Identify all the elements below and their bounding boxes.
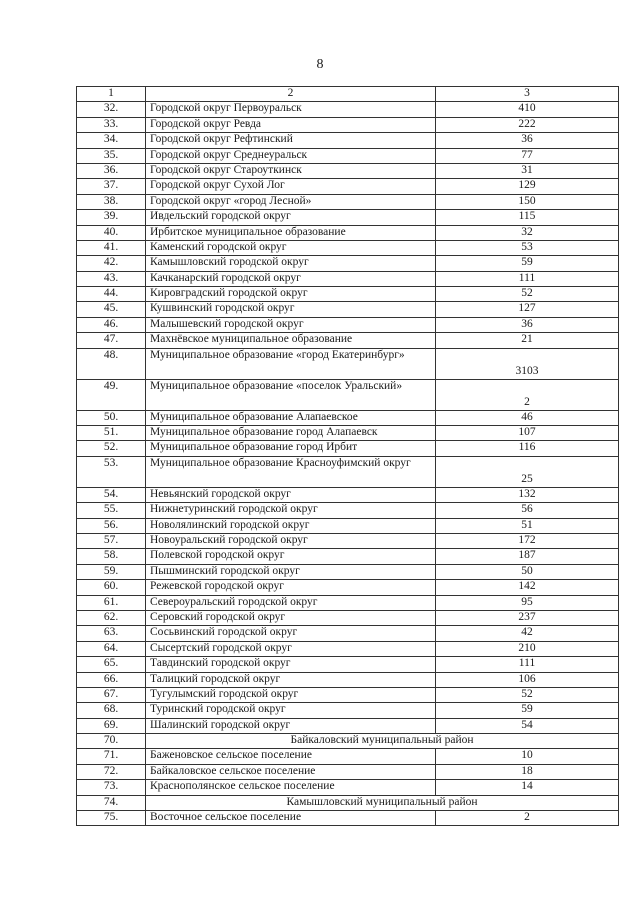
municipality-name: Режевской городской округ	[146, 580, 436, 595]
row-number: 69.	[77, 718, 146, 733]
quantity-value: 59	[436, 703, 619, 718]
table-row	[77, 641, 619, 656]
quantity-value: 172	[436, 533, 619, 548]
table-row	[77, 533, 619, 548]
quantity-value: 111	[436, 271, 619, 286]
row-number: 59.	[77, 564, 146, 579]
quantity-value: 50	[436, 564, 619, 579]
row-number: 51.	[77, 426, 146, 441]
row-number: 54.	[77, 487, 146, 502]
municipality-name: Нижнетуринский городской округ	[146, 503, 436, 518]
quantity-value: 142	[436, 580, 619, 595]
row-number: 38.	[77, 194, 146, 209]
municipality-name: Каменский городской округ	[146, 240, 436, 255]
data-table	[76, 86, 619, 826]
municipality-name: Байкаловское сельское поселение	[146, 764, 436, 779]
municipality-name: Качканарский городской округ	[146, 271, 436, 286]
table-row	[77, 441, 619, 456]
table-row	[77, 811, 619, 826]
municipality-name: Кушвинский городской округ	[146, 302, 436, 317]
row-number: 37.	[77, 179, 146, 194]
table-row	[77, 317, 619, 332]
row-number: 62.	[77, 610, 146, 625]
header-col-2: 2	[146, 87, 436, 102]
quantity-value: 210	[436, 641, 619, 656]
municipality-name: Сысертский городской округ	[146, 641, 436, 656]
table-row	[77, 102, 619, 117]
municipality-name: Городской округ Староуткинск	[146, 163, 436, 178]
municipality-name: Краснополянское сельское поселение	[146, 780, 436, 795]
table-row	[77, 780, 619, 795]
quantity-value: 150	[436, 194, 619, 209]
quantity-value: 2	[436, 811, 619, 826]
row-number: 40.	[77, 225, 146, 240]
municipality-name: Городской округ Ревда	[146, 117, 436, 132]
quantity-value: 111	[436, 657, 619, 672]
row-number: 71.	[77, 749, 146, 764]
quantity-value: 116	[436, 441, 619, 456]
table-row	[77, 256, 619, 271]
municipality-name: Ивдельский городской округ	[146, 210, 436, 225]
municipality-name: Муниципальное образование город Алапаевск	[146, 426, 436, 441]
row-number: 50.	[77, 410, 146, 425]
municipality-name: Шалинский городской округ	[146, 718, 436, 733]
quantity-value: 56	[436, 503, 619, 518]
section-row	[77, 734, 619, 749]
quantity-value: 129	[436, 179, 619, 194]
row-number: 47.	[77, 333, 146, 348]
row-number: 52.	[77, 441, 146, 456]
municipality-name: Талицкий городской округ	[146, 672, 436, 687]
municipality-name: Городской округ Рефтинский	[146, 133, 436, 148]
row-number: 34.	[77, 133, 146, 148]
row-number: 73.	[77, 780, 146, 795]
table-row	[77, 564, 619, 579]
quantity-value: 42	[436, 626, 619, 641]
quantity-value: 2	[436, 379, 619, 410]
table-row	[77, 456, 619, 487]
municipality-name: Кировградский городской округ	[146, 287, 436, 302]
row-number: 64.	[77, 641, 146, 656]
row-number: 72.	[77, 764, 146, 779]
row-number: 63.	[77, 626, 146, 641]
row-number: 33.	[77, 117, 146, 132]
quantity-value: 10	[436, 749, 619, 764]
quantity-value: 410	[436, 102, 619, 117]
municipality-name: Махнёвское муниципальное образование	[146, 333, 436, 348]
row-number: 57.	[77, 533, 146, 548]
quantity-value: 59	[436, 256, 619, 271]
quantity-value: 237	[436, 610, 619, 625]
table-row	[77, 333, 619, 348]
row-number: 68.	[77, 703, 146, 718]
quantity-value: 115	[436, 210, 619, 225]
row-number: 43.	[77, 271, 146, 286]
quantity-value: 95	[436, 595, 619, 610]
row-number: 75.	[77, 811, 146, 826]
municipality-name: Городской округ «город Лесной»	[146, 194, 436, 209]
municipality-name: Новоуральский городской округ	[146, 533, 436, 548]
row-number: 60.	[77, 580, 146, 595]
table-row	[77, 580, 619, 595]
quantity-value: 52	[436, 287, 619, 302]
table-row	[77, 703, 619, 718]
municipality-name: Тавдинский городской округ	[146, 657, 436, 672]
quantity-value: 31	[436, 163, 619, 178]
row-number: 58.	[77, 549, 146, 564]
row-number: 67.	[77, 687, 146, 702]
table-row	[77, 287, 619, 302]
table-row	[77, 595, 619, 610]
header-col-3: 3	[436, 87, 619, 102]
municipality-name: Муниципальное образование город Ирбит	[146, 441, 436, 456]
table-row	[77, 687, 619, 702]
municipality-name: Полевской городской округ	[146, 549, 436, 564]
municipality-name: Городской округ Среднеуральск	[146, 148, 436, 163]
municipality-name: Невьянский городской округ	[146, 487, 436, 502]
quantity-value: 53	[436, 240, 619, 255]
municipality-name: Туринский городской округ	[146, 703, 436, 718]
municipality-name: Ирбитское муниципальное образование	[146, 225, 436, 240]
row-number: 39.	[77, 210, 146, 225]
quantity-value: 14	[436, 780, 619, 795]
quantity-value: 52	[436, 687, 619, 702]
municipality-name: Серовский городской округ	[146, 610, 436, 625]
quantity-value: 21	[436, 333, 619, 348]
header-col-1: 1	[77, 87, 146, 102]
section-title: Байкаловский муниципальный район	[146, 734, 619, 749]
table-row	[77, 718, 619, 733]
municipality-name: Городской округ Первоуральск	[146, 102, 436, 117]
quantity-value: 127	[436, 302, 619, 317]
quantity-value: 46	[436, 410, 619, 425]
table-row	[77, 610, 619, 625]
quantity-value: 77	[436, 148, 619, 163]
table-row	[77, 626, 619, 641]
row-number: 44.	[77, 287, 146, 302]
table-row	[77, 657, 619, 672]
municipality-name: Баженовское сельское поселение	[146, 749, 436, 764]
row-number: 35.	[77, 148, 146, 163]
table-row	[77, 348, 619, 379]
table-row	[77, 133, 619, 148]
quantity-value: 132	[436, 487, 619, 502]
table-row	[77, 225, 619, 240]
table-row	[77, 487, 619, 502]
municipality-name: Тугулымский городской округ	[146, 687, 436, 702]
municipality-name: Муниципальное образование «город Екатеринбург»	[146, 348, 436, 379]
municipality-name: Североуральский городской округ	[146, 595, 436, 610]
table-row	[77, 379, 619, 410]
row-number: 53.	[77, 456, 146, 487]
quantity-value: 36	[436, 133, 619, 148]
municipality-name: Новолялинский городской округ	[146, 518, 436, 533]
row-number: 36.	[77, 163, 146, 178]
quantity-value: 54	[436, 718, 619, 733]
table-row	[77, 764, 619, 779]
row-number: 48.	[77, 348, 146, 379]
row-number: 49.	[77, 379, 146, 410]
table-row	[77, 210, 619, 225]
row-number: 41.	[77, 240, 146, 255]
quantity-value: 18	[436, 764, 619, 779]
municipality-name: Малышевский городской округ	[146, 317, 436, 332]
table-row	[77, 426, 619, 441]
municipality-name: Камышловский городской округ	[146, 256, 436, 271]
table-row	[77, 549, 619, 564]
quantity-value: 36	[436, 317, 619, 332]
row-number: 56.	[77, 518, 146, 533]
row-number: 32.	[77, 102, 146, 117]
table-row	[77, 194, 619, 209]
table-header-row	[77, 87, 619, 102]
municipality-name: Восточное сельское поселение	[146, 811, 436, 826]
quantity-value: 106	[436, 672, 619, 687]
row-number: 70.	[77, 734, 146, 749]
row-number: 65.	[77, 657, 146, 672]
row-number: 45.	[77, 302, 146, 317]
quantity-value: 107	[436, 426, 619, 441]
table-row	[77, 117, 619, 132]
table-row	[77, 749, 619, 764]
section-title: Камышловский муниципальный район	[146, 795, 619, 810]
table-row	[77, 672, 619, 687]
municipality-name: Муниципальное образование Красноуфимский округ	[146, 456, 436, 487]
municipality-name: Муниципальное образование Алапаевское	[146, 410, 436, 425]
page-number: 8	[316, 57, 324, 72]
municipality-name: Сосьвинский городской округ	[146, 626, 436, 641]
quantity-value: 187	[436, 549, 619, 564]
municipality-name: Муниципальное образование «поселок Уральский»	[146, 379, 436, 410]
municipality-name: Городской округ Сухой Лог	[146, 179, 436, 194]
section-row	[77, 795, 619, 810]
quantity-value: 3103	[436, 348, 619, 379]
row-number: 42.	[77, 256, 146, 271]
row-number: 46.	[77, 317, 146, 332]
table-row	[77, 163, 619, 178]
municipality-name: Пышминский городской округ	[146, 564, 436, 579]
table-row	[77, 410, 619, 425]
row-number: 55.	[77, 503, 146, 518]
table-row	[77, 302, 619, 317]
table-row	[77, 148, 619, 163]
quantity-value: 25	[436, 456, 619, 487]
table-row	[77, 518, 619, 533]
quantity-value: 51	[436, 518, 619, 533]
quantity-value: 32	[436, 225, 619, 240]
quantity-value: 222	[436, 117, 619, 132]
row-number: 61.	[77, 595, 146, 610]
row-number: 66.	[77, 672, 146, 687]
row-number: 74.	[77, 795, 146, 810]
table-row	[77, 179, 619, 194]
table-row	[77, 503, 619, 518]
table-row	[77, 240, 619, 255]
table-row	[77, 271, 619, 286]
